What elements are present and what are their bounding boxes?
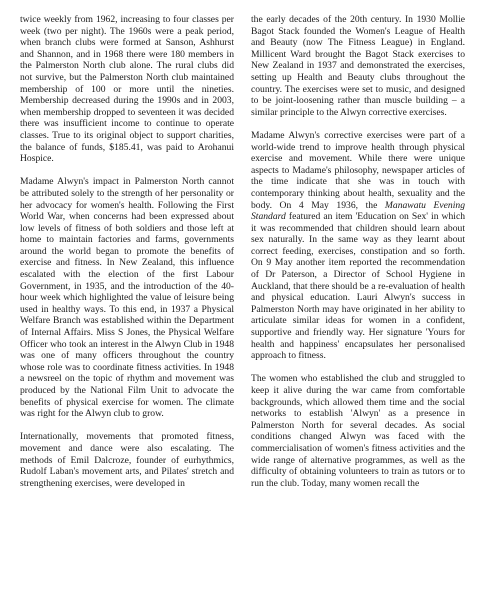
newspaper-title: Manawatu Evening Standard — [251, 199, 465, 223]
paragraph-women-league: the early decades of the 20th century. In 1930 Mollie Bagot Stack founded the Women's League of Health and Beauty (now The Fitness League) in England. Millicent Ward brought the Bagot Stack exercises to New Zealand in 1937 and demonstrated the exercises, setting up Health and Beauty clubs throughout the country. The exercises were set to music, and designed to be joint-loosening rather than muscle building – a similar principle to the Alwyn corrective exercises. — [251, 14, 465, 118]
paragraph-corrective-exercises — [251, 130, 465, 362]
paragraph-text: Madame Alwyn's corrective exercises were part of a world-wide trend to improve health through physical exercise and movement. While there were unique aspects to Madame's philosophy, newspaper articles of the time indicate that she was in touch with contemporary thinking about health, sexuality and the body. On 4 May 1936, the — [251, 129, 465, 211]
paragraph-branch-clubs: twice weekly from 1962, increasing to four classes per week (two per night). The 1960s were a peak period, when branch clubs were formed at Sanson, Ashhurst and Shannon, and in 1968 there were 180 members in the Palmerston North club alone. The rural clubs did not survive, but the Palmerston North club maintained membership of 100 or more until the nineties. Membership decreased during the 1990s and in 2003, when membership dropped to seventeen it was decided there was insufficient income to continue to operate classes. True to its original object to support charities, the balance of funds, $185.41, was paid to Arohanui Hospice. — [20, 14, 234, 165]
right-column — [251, 14, 465, 590]
paragraph-text: featured an item 'Education on Sex' in which it was recommended that children should learn about sex naturally. In the same way as they learnt about correct feeding, exercises, constipation and so forth. On 9 May another item reported the recommendation of Dr Paterson, a Director of School Hygiene in Auckland, that there should be a re-evaluation of health and physical education. Lauri Alwyn's success in Palmerston North may have originated in her ability to articulate similar ideas for women in a confident, supportive and friendly way. Her signature 'Yours for health and happiness' encapsulates her personalised approach to fitness. — [251, 211, 465, 362]
paragraph-international-movements: Internationally, movements that promoted fitness, movement and dance were also escalating. The methods of Emil Dalcroze, founder of eurhythmics, Rudolf Laban's movement arts, and Pilates' stretch and strengthening exercises, were developed in — [20, 431, 234, 489]
paragraph-club-founders: The women who established the club and struggled to keep it alive during the war came from comfortable backgrounds, which allowed them time and the social networks to establish 'Alwyn' as a presence in Palmerston North for several decades. As social conditions changed Alwyn was faced with the commercialisation of women's fitness activities and the wide range of alternative programmes, as well as the difficulty of obtaining volunteers to train as tutors or to run the club. Today, many women recall the — [251, 373, 465, 489]
left-column — [20, 14, 234, 590]
paragraph-madame-alwyn-impact: Madame Alwyn's impact in Palmerston North cannot be attributed solely to the strength of her personality or her advocacy for women's health. Following the First World War, when concerns had been expressed about low levels of fitness of both soldiers and those left at home to maintain factories and farms, governments around the world began to promote the benefits of exercise and fitness. In New Zealand, this influence escalated with the election of the first Labour Government, in 1935, and the introduction of the 40-hour week which highlighted the value of leisure being used in healthy ways. To this end, in 1937 a Physical Welfare Branch was established within the Department of Internal Affairs. Miss S Jones, the Physical Welfare Officer who took an interest in the Alwyn Club in 1948 was one of many officers throughout the country whose role was to coordinate fitness activities. In 1948 a newsreel on the topic of rhythm and movement was produced by the National Film Unit to advocate the benefits of physical exercise for women. The climate was right for the Alwyn club to grow. — [20, 176, 234, 420]
